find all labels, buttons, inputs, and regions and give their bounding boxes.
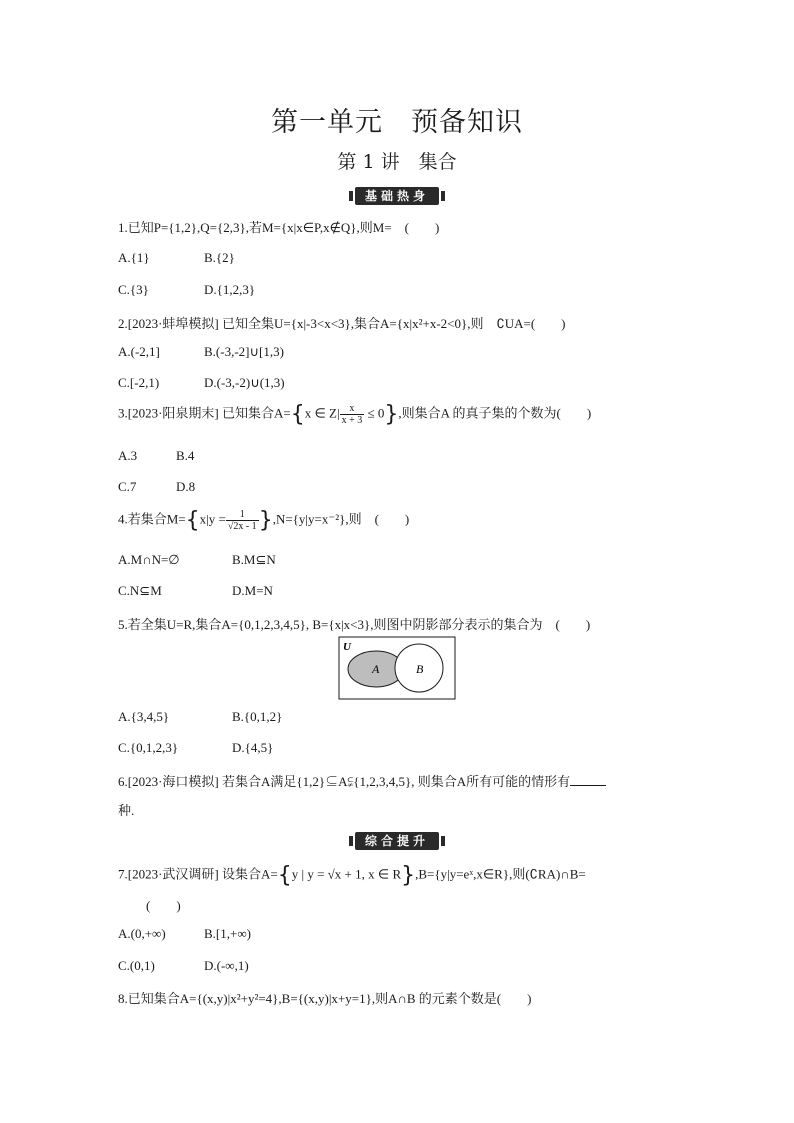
question-4-option-b: B.M⊆N xyxy=(232,552,276,567)
question-3-stem: 3.[2023·阳泉期末] 已知集合A={x ∈ Z| $\frac{x}{x + 3}$ ≤ 0},则集合A 的真子集的个数为( ) xyxy=(118,402,592,427)
question-4-set-equation: y = xyxy=(208,511,226,527)
question-6-text: 6.[2023·海口模拟] 若集合A满足{1,2}⊆A⫋{1,2,3,4,5}, 则集合A所有可能的情形有 xyxy=(118,774,571,789)
question-4-stem: 4.若集合M={x|y = $\frac{1}{√2x - 1}$ },N={y|y=x⁻²},则 ( ) xyxy=(118,508,410,533)
question-3-option-d: D.8 xyxy=(176,479,196,494)
question-7-option-d: D.(-∞,1) xyxy=(204,958,249,973)
question-2-option-a: A.(-2,1] xyxy=(118,344,160,359)
brace-right-icon: } xyxy=(384,402,399,427)
brace-left-icon: { xyxy=(185,508,200,533)
question-1-option-b: B.{2} xyxy=(204,250,235,265)
question-3-option-a: A.3 xyxy=(118,448,138,463)
venn-label-a: A xyxy=(372,662,380,676)
venn-diagram xyxy=(338,636,456,700)
question-3-option-b: B.4 xyxy=(176,448,195,463)
question-7-stem-prefix: 7.[2023·武汉调研] 设集合A= xyxy=(118,866,278,882)
question-4-fraction: $\frac{1}{√2x - 1}$ xyxy=(227,509,257,532)
brace-right-icon: } xyxy=(401,863,416,888)
question-2-option-c: C.[-2,1) xyxy=(118,375,160,390)
answer-blank[interactable] xyxy=(570,785,606,786)
question-5-option-c: C.{0,1,2,3} xyxy=(118,740,179,755)
question-4-set-variable: x xyxy=(199,511,207,527)
question-3-stem-suffix: ,则集合A 的真子集的个数为( ) xyxy=(398,405,592,421)
question-3-set-variable: x ∈ Z xyxy=(304,405,337,421)
lesson-title: 第 1 讲 集合 xyxy=(337,151,457,173)
question-3-option-c: C.7 xyxy=(118,479,137,494)
brace-left-icon: { xyxy=(290,402,305,427)
question-1-stem: 1.已知P={1,2},Q={2,3},若M={x|x∈P,x∉Q},则M= ( ) xyxy=(118,220,440,235)
question-1-option-d: D.{1,2,3} xyxy=(204,282,256,297)
question-6-stem xyxy=(118,771,606,790)
question-6-stem-end: 种. xyxy=(118,803,135,818)
question-7-option-b: B.[1,+∞) xyxy=(204,926,251,941)
question-4-option-a: A.M∩N=∅ xyxy=(118,552,180,567)
question-7-paren: ( ) xyxy=(146,898,181,913)
page-title: 第一单元 预备知识 xyxy=(271,107,523,138)
question-7-stem-suffix: ,B={y|y=eˣ,x∈R},则(∁RA)∩B= xyxy=(415,866,586,882)
question-7-option-a: A.(0,+∞) xyxy=(118,926,166,941)
question-3-fraction: $\frac{x}{x + 3}$ xyxy=(341,403,363,426)
question-3-stem-prefix: 3.[2023·阳泉期末] 已知集合A= xyxy=(118,405,291,421)
question-4-stem-suffix: ,N={y|y=x⁻²},则 ( ) xyxy=(272,511,410,527)
section-badge-basic: 基础热身 xyxy=(355,187,439,205)
question-2-option-d: D.(-3,-2)∪(1,3) xyxy=(204,375,285,390)
brace-left-icon: { xyxy=(277,863,292,888)
question-1-option-a: A.{1} xyxy=(118,250,150,265)
section-badge-advanced: 综合提升 xyxy=(355,832,439,850)
question-1-option-c: C.{3} xyxy=(118,282,149,297)
venn-label-u: U xyxy=(343,641,351,653)
question-7-stem xyxy=(118,863,586,888)
brace-right-icon: } xyxy=(258,508,273,533)
question-4-stem-prefix: 4.若集合M= xyxy=(118,511,186,527)
question-5-option-d: D.{4,5} xyxy=(232,740,274,755)
question-8-stem: 8.已知集合A={(x,y)|x²+y²=4},B={(x,y)|x+y=1},则A∩B 的元素个数是( ) xyxy=(118,991,532,1006)
question-7-set-body: y | y = √x + 1, x ∈ R xyxy=(291,866,402,882)
question-5-stem: 5.若全集U=R,集合A={0,1,2,3,4,5}, B={x|x<3},则图中阴影部分表示的集合为 ( ) xyxy=(118,617,591,632)
question-4-option-d: D.M=N xyxy=(232,583,273,598)
question-2-stem: 2.[2023·蚌埠模拟] 已知全集U={x|-3<x<3},集合A={x|x²+x-2<0},则 ∁UA=( ) xyxy=(118,316,566,331)
question-5-option-a: A.{3,4,5} xyxy=(118,709,170,724)
question-4-option-c: C.N⊆M xyxy=(118,583,162,598)
venn-label-b: B xyxy=(416,662,424,676)
question-3-set-condition: ≤ 0 xyxy=(367,405,385,421)
question-7-option-c: C.(0,1) xyxy=(118,958,155,973)
question-5-option-b: B.{0,1,2} xyxy=(232,709,283,724)
question-2-option-b: B.(-3,-2]∪[1,3) xyxy=(204,344,284,359)
